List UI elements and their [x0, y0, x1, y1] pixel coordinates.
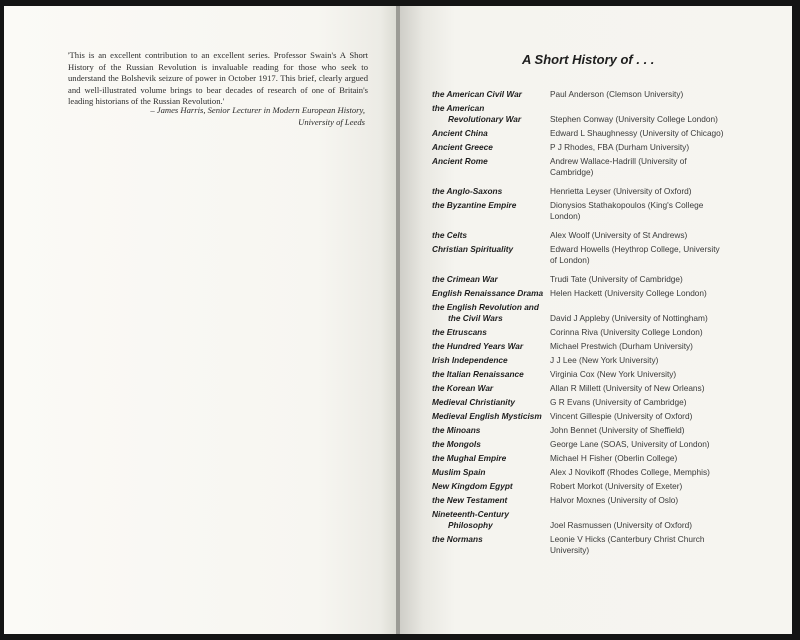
- series-author: [550, 200, 762, 222]
- series-topic: [432, 425, 550, 436]
- author-line: Virginia Cox (New York University): [550, 369, 677, 379]
- series-topic: [432, 383, 550, 394]
- series-author: [550, 128, 762, 139]
- series-topic: [432, 156, 550, 167]
- topic-line: Irish Independence: [432, 355, 508, 365]
- series-topic: [432, 200, 550, 211]
- left-page: [4, 6, 396, 634]
- list-item: [432, 156, 762, 178]
- topic-line: Muslim Spain: [432, 467, 486, 477]
- series-topic: [432, 186, 550, 197]
- topic-line: Nineteenth-Century: [432, 509, 509, 519]
- series-topic: [432, 355, 550, 366]
- topic-line: the Mongols: [432, 439, 481, 449]
- series-author: [550, 495, 762, 506]
- author-line: Trudi Tate (University of Cambridge): [550, 274, 683, 284]
- topic-line: Ancient Greece: [432, 142, 493, 152]
- list-item: [432, 103, 762, 125]
- list-item: [432, 467, 762, 478]
- author-line: Alex J Novikoff (Rhodes College, Memphis): [550, 467, 710, 477]
- series-author: [550, 481, 762, 492]
- author-line: J J Lee (New York University): [550, 355, 659, 365]
- author-line: Henrietta Leyser (University of Oxford): [550, 186, 692, 196]
- series-author: [550, 302, 762, 324]
- list-item: [432, 230, 762, 241]
- author-line: Edward L Shaughnessy (University of Chicago): [550, 128, 724, 138]
- series-author: [550, 439, 762, 450]
- topic-line: the New Testament: [432, 495, 508, 505]
- list-item: [432, 439, 762, 450]
- list-item: [432, 509, 762, 531]
- series-author: [550, 89, 762, 100]
- series-topic: [432, 327, 550, 338]
- series-list: [432, 86, 762, 556]
- series-topic: [432, 453, 550, 464]
- topic-line: the American Civil War: [432, 89, 522, 99]
- author-line: Allan R Millett (University of New Orleans): [550, 383, 705, 393]
- series-author: [550, 288, 762, 299]
- list-item: [432, 274, 762, 285]
- author-line: Paul Anderson (Clemson University): [550, 89, 684, 99]
- series-author: [550, 327, 762, 338]
- author-line: Cambridge): [550, 167, 594, 177]
- series-author: [550, 369, 762, 380]
- series-author: [550, 397, 762, 408]
- series-author: [550, 186, 762, 197]
- list-item: [432, 453, 762, 464]
- list-item: [432, 411, 762, 422]
- series-title: A Short History of . . .: [522, 52, 655, 67]
- series-topic: [432, 411, 550, 422]
- series-author: [550, 244, 762, 266]
- series-author: [550, 467, 762, 478]
- author-line: Alex Woolf (University of St Andrews): [550, 230, 688, 240]
- author-line: Stephen Conway (University College London): [550, 114, 718, 124]
- topic-line: the Celts: [432, 230, 468, 240]
- list-item: [432, 341, 762, 352]
- author-line: Halvor Moxnes (University of Oslo): [550, 495, 679, 505]
- topic-line: the Normans: [432, 534, 483, 544]
- list-item: [432, 425, 762, 436]
- list-item: [432, 288, 762, 299]
- author-line: Robert Morkot (University of Exeter): [550, 481, 683, 491]
- attribution-line-1: – James Harris, Senior Lecturer in Modern European History,: [150, 105, 365, 115]
- author-line: G R Evans (University of Cambridge): [550, 397, 687, 407]
- author-line: George Lane (SOAS, University of London): [550, 439, 710, 449]
- author-line: Michael Prestwich (Durham University): [550, 341, 693, 351]
- topic-line: the Anglo-Saxons: [432, 186, 503, 196]
- series-topic: [432, 103, 550, 125]
- topic-line: the Byzantine Empire: [432, 200, 517, 210]
- list-item: [432, 128, 762, 139]
- author-line: Joel Rasmussen (University of Oxford): [550, 520, 693, 530]
- series-topic: [432, 341, 550, 352]
- author-line: Leonie V Hicks (Canterbury Christ Church: [550, 534, 705, 544]
- list-item: [432, 383, 762, 394]
- series-topic: [432, 481, 550, 492]
- list-item: [432, 186, 762, 197]
- series-topic: [432, 302, 550, 324]
- series-author: [550, 453, 762, 464]
- list-item: [432, 244, 762, 266]
- series-author: [550, 425, 762, 436]
- author-line: David J Appleby (University of Nottingham): [550, 313, 708, 323]
- topic-line: Philosophy: [448, 520, 493, 530]
- series-author: [550, 355, 762, 366]
- author-line: Edward Howells (Heythrop College, University: [550, 244, 720, 254]
- series-topic: [432, 230, 550, 241]
- list-item: [432, 142, 762, 153]
- series-author: [550, 509, 762, 531]
- list-item: [432, 327, 762, 338]
- list-item: [432, 397, 762, 408]
- topic-line: Ancient Rome: [432, 156, 488, 166]
- series-topic: [432, 128, 550, 139]
- author-line: University): [550, 545, 590, 555]
- list-item: [432, 200, 762, 222]
- series-topic: [432, 244, 550, 255]
- series-topic: [432, 369, 550, 380]
- author-line: Andrew Wallace-Hadrill (University of: [550, 156, 687, 166]
- topic-line: the Hundred Years War: [432, 341, 524, 351]
- author-line: Corinna Riva (University College London): [550, 327, 703, 337]
- topic-line: the Italian Renaissance: [432, 369, 524, 379]
- series-author: [550, 274, 762, 285]
- series-topic: [432, 142, 550, 153]
- topic-line: English Renaissance Drama: [432, 288, 544, 298]
- review-blurb: 'This is an excellent contribution to an excellent series. Professor Swain's A Short History of the Russian Revolution is invaluable reading for those who seek to understand the Bolshevik seizure of power in October 1917. This brief, clearly argued and well-illustrated volume brings to bear decades of research of one of Britain's leading historians of the Russian Revolution.': [68, 50, 368, 107]
- series-author: [550, 142, 762, 153]
- author-line: Vincent Gillespie (University of Oxford): [550, 411, 693, 421]
- series-author: [550, 230, 762, 241]
- author-line: P J Rhodes, FBA (Durham University): [550, 142, 690, 152]
- list-item: [432, 302, 762, 324]
- review-attribution: [68, 105, 365, 128]
- series-author: [550, 534, 762, 556]
- series-topic: [432, 288, 550, 299]
- list-item: [432, 481, 762, 492]
- author-line: John Bennet (University of Sheffield): [550, 425, 685, 435]
- series-topic: [432, 534, 550, 545]
- series-author: [550, 383, 762, 394]
- topic-line: Christian Spirituality: [432, 244, 514, 254]
- series-topic: [432, 439, 550, 450]
- topic-line: the Crimean War: [432, 274, 498, 284]
- topic-line: the Etruscans: [432, 327, 487, 337]
- topic-line: New Kingdom Egypt: [432, 481, 513, 491]
- series-topic: [432, 467, 550, 478]
- list-item: [432, 369, 762, 380]
- list-item: [432, 355, 762, 366]
- topic-line: the English Revolution and: [432, 302, 539, 312]
- series-topic: [432, 509, 550, 531]
- topic-line: the Korean War: [432, 383, 494, 393]
- list-item: [432, 495, 762, 506]
- list-item: [432, 89, 762, 100]
- topic-line: Medieval English Mysticism: [432, 411, 542, 421]
- topic-line: Medieval Christianity: [432, 397, 515, 407]
- list-item: [432, 534, 762, 556]
- series-topic: [432, 495, 550, 506]
- topic-line: Revolutionary War: [448, 114, 522, 124]
- topic-line: Ancient China: [432, 128, 488, 138]
- author-line: Dionysios Stathakopoulos (King's College: [550, 200, 704, 210]
- series-topic: [432, 89, 550, 100]
- author-line: Helen Hackett (University College London): [550, 288, 707, 298]
- series-author: [550, 411, 762, 422]
- topic-line: the American: [432, 103, 485, 113]
- topic-line: the Mughal Empire: [432, 453, 507, 463]
- series-author: [550, 156, 762, 178]
- topic-line: the Civil Wars: [448, 313, 503, 323]
- topic-line: the Minoans: [432, 425, 481, 435]
- author-line: of London): [550, 255, 590, 265]
- series-author: [550, 103, 762, 125]
- author-line: London): [550, 211, 581, 221]
- series-topic: [432, 274, 550, 285]
- attribution-line-2: University of Leeds: [298, 116, 365, 127]
- series-topic: [432, 397, 550, 408]
- series-author: [550, 341, 762, 352]
- author-line: Michael H Fisher (Oberlin College): [550, 453, 678, 463]
